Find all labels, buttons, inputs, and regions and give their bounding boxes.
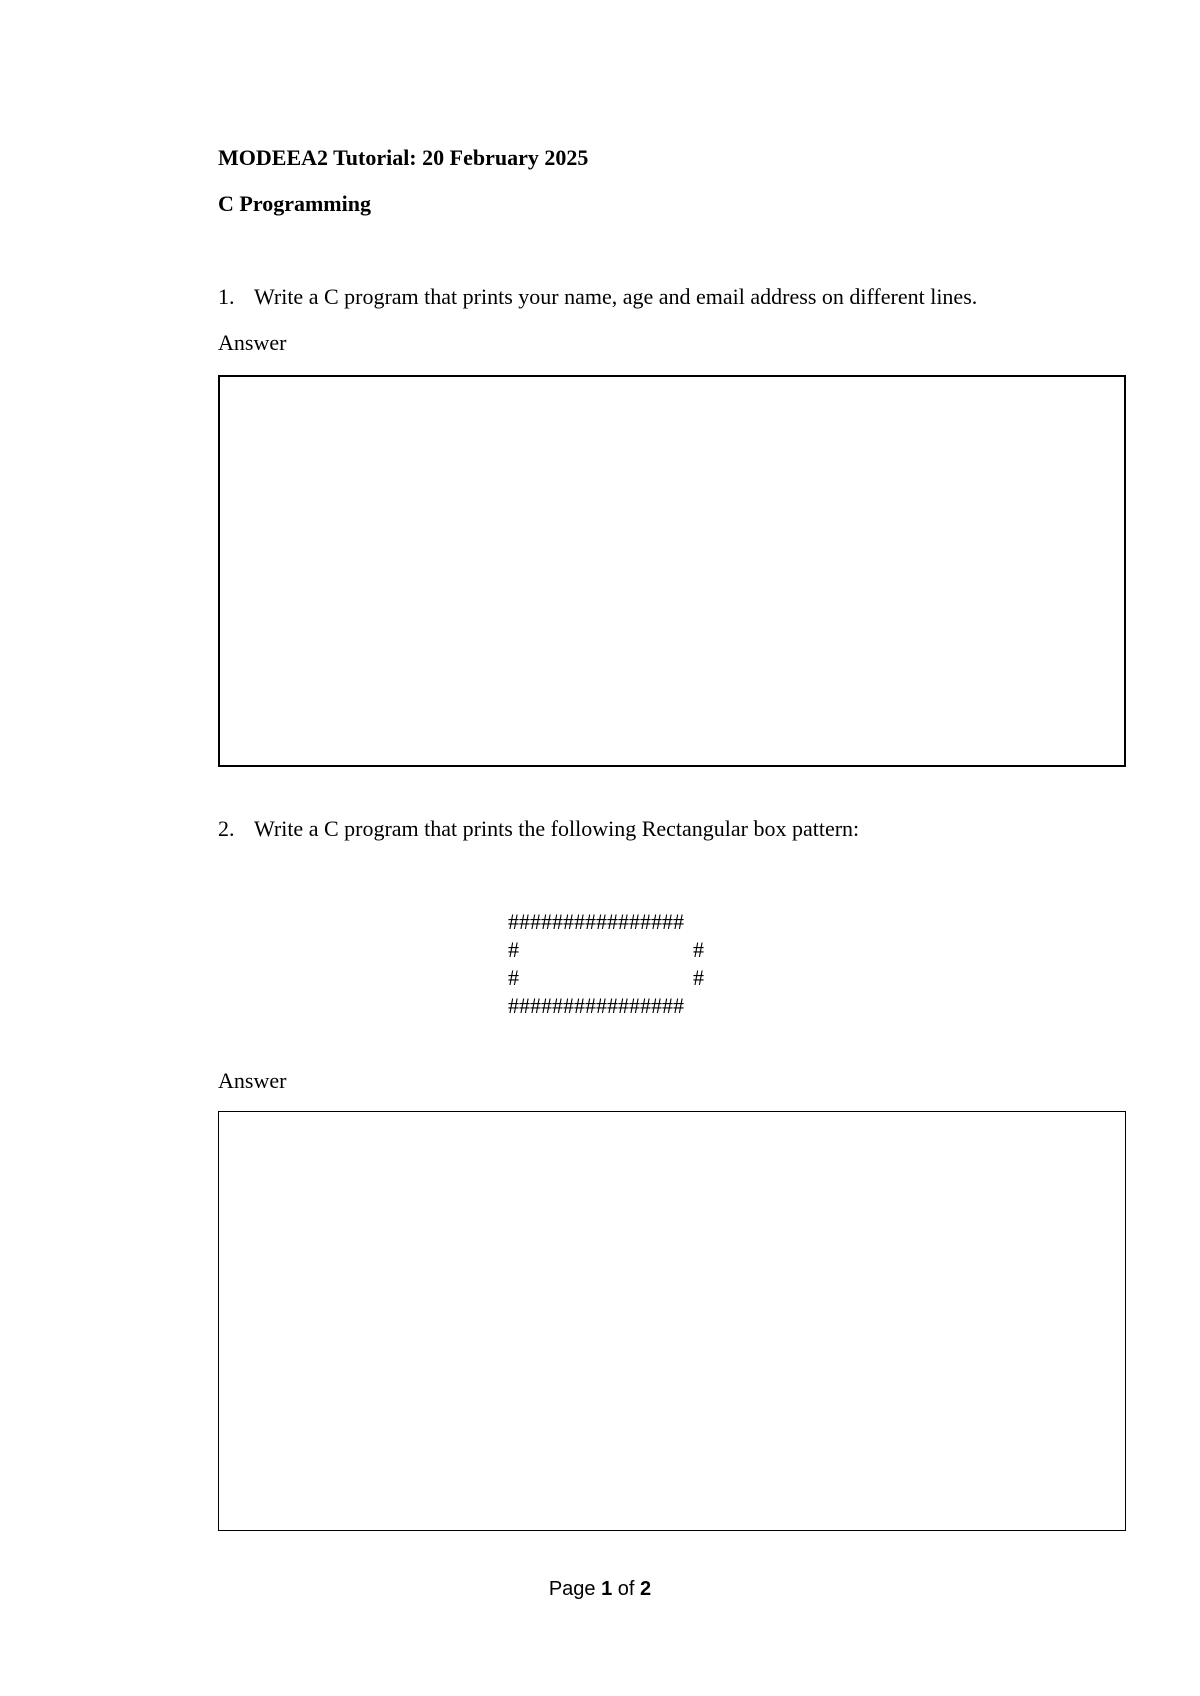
pattern-bottom-row: ################	[508, 993, 684, 1018]
question-number: 1.	[218, 284, 235, 309]
answer-label-1: Answer	[218, 330, 287, 355]
pattern-right-hash: #	[693, 937, 704, 962]
document-subtitle: C Programming	[218, 191, 371, 216]
pattern-side-row	[508, 964, 704, 992]
document-title: MODEEA2 Tutorial: 20 February 2025	[218, 145, 589, 170]
question-text: Write a C program that prints your name, age and email address on different lines.	[254, 284, 978, 309]
pattern-left-hash: #	[508, 965, 519, 990]
question-1	[218, 284, 977, 310]
question-2	[218, 816, 859, 842]
pattern-right-hash: #	[693, 965, 704, 990]
pattern-side-row	[508, 936, 704, 964]
footer-page-word: Page	[548, 1578, 596, 1600]
answer-label-2: Answer	[218, 1068, 287, 1093]
question-number: 2.	[218, 816, 235, 841]
page-footer	[0, 1578, 1200, 1601]
answer-box-1[interactable]	[218, 375, 1126, 767]
answer-box-2[interactable]	[218, 1111, 1126, 1531]
pattern-top-row: ################	[508, 909, 684, 934]
pattern-left-hash: #	[508, 937, 519, 962]
question-text: Write a C program that prints the following Rectangular box pattern:	[254, 816, 860, 841]
box-pattern	[508, 908, 704, 1020]
footer-current-page: 1	[601, 1578, 613, 1600]
footer-total-pages: 2	[640, 1578, 652, 1600]
footer-of-word: of	[617, 1578, 635, 1600]
